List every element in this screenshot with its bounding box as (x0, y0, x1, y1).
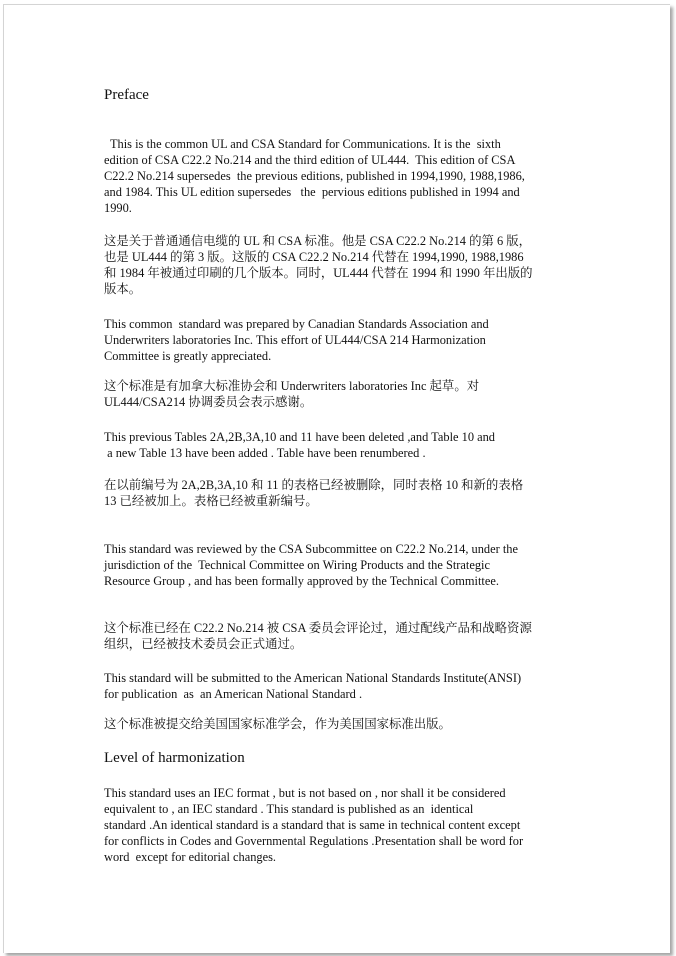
paragraph-edition-en: This is the common UL and CSA Standard for Communications. It is the sixth edition of CSA C22.2 No.214 and the third edition of UL444. This edition of CSA C22.2 No.214 supersedes the previous editions, published in 1994,1990, 1988,1986, and 1984. This UL edition supersedes the pervious editions published in 1994 and 1990. (104, 137, 525, 215)
heading-harmonization: Level of harmonization (104, 750, 245, 766)
paragraph-harmonization: This standard uses an IEC format , but is not based on , nor shall it be considered equivalent to , an IEC standard . This standard is published as an identical standard .An identical standard is a standard that is same in technical content except for conflicts in Codes and Governmental Regulations .Presentation shall be word for word except for editorial changes. (104, 786, 524, 864)
heading-preface: Preface (104, 87, 149, 103)
paragraph-prepared-en: This common standard was prepared by Canadian Standards Association and Underwriters laboratories Inc. This effort of UL444/CSA 214 Harmonization Committee is greatly appreciated. (104, 317, 489, 363)
paragraph-ansi-en: This standard will be submitted to the American National Standards Institute(ANSI) for publication as an American National Standard . (104, 671, 522, 701)
paragraph-tables-zh: 在以前编号为 2A,2B,3A,10 和 11 的表格已经被删除，同时表格 10 和新的表格 13 已经被加上。表格已经被重新编号。 (104, 478, 524, 508)
paragraph-ansi-zh: 这个标准被提交给美国国家标准学会，作为美国国家标准出版。 (104, 717, 451, 731)
paragraph-prepared-zh: 这个标准是有加拿大标准协会和 Underwriters laboratories Inc 起草。对 UL444/CSA214 协调委员会表示感谢。 (104, 379, 480, 409)
paragraph-edition-zh: 这是关于普通通信电缆的 UL 和 CSA 标准。他是 CSA C22.2 No.214 的第 6 版， 也是 UL444 的第 3 版。这版的 CSA C22.2 No.214 代替在 1994,1990, 1988,1986 和 1984 年被通过印刷的几个版本。同时，UL444 代替在 1994 和 1990 年出版的 版本。 (104, 234, 533, 296)
paragraph-reviewed-zh: 这个标准已经在 C22.2 No.214 被 CSA 委员会评论过，通过配线产品和战略资源 组织，已经被技术委员会正式通过。 (104, 621, 532, 651)
paragraph-reviewed-en: This standard was reviewed by the CSA Subcommittee on C22.2 No.214, under the jurisdiction of the Technical Committee on Wiring Products and the Strategic Resource Group , and has been formally approved by the Technical Committee. (104, 542, 518, 588)
paragraph-tables-en: This previous Tables 2A,2B,3A,10 and 11 have been deleted ,and Table 10 and a new Table 13 have been added . Table have been renumbered . (104, 430, 495, 460)
